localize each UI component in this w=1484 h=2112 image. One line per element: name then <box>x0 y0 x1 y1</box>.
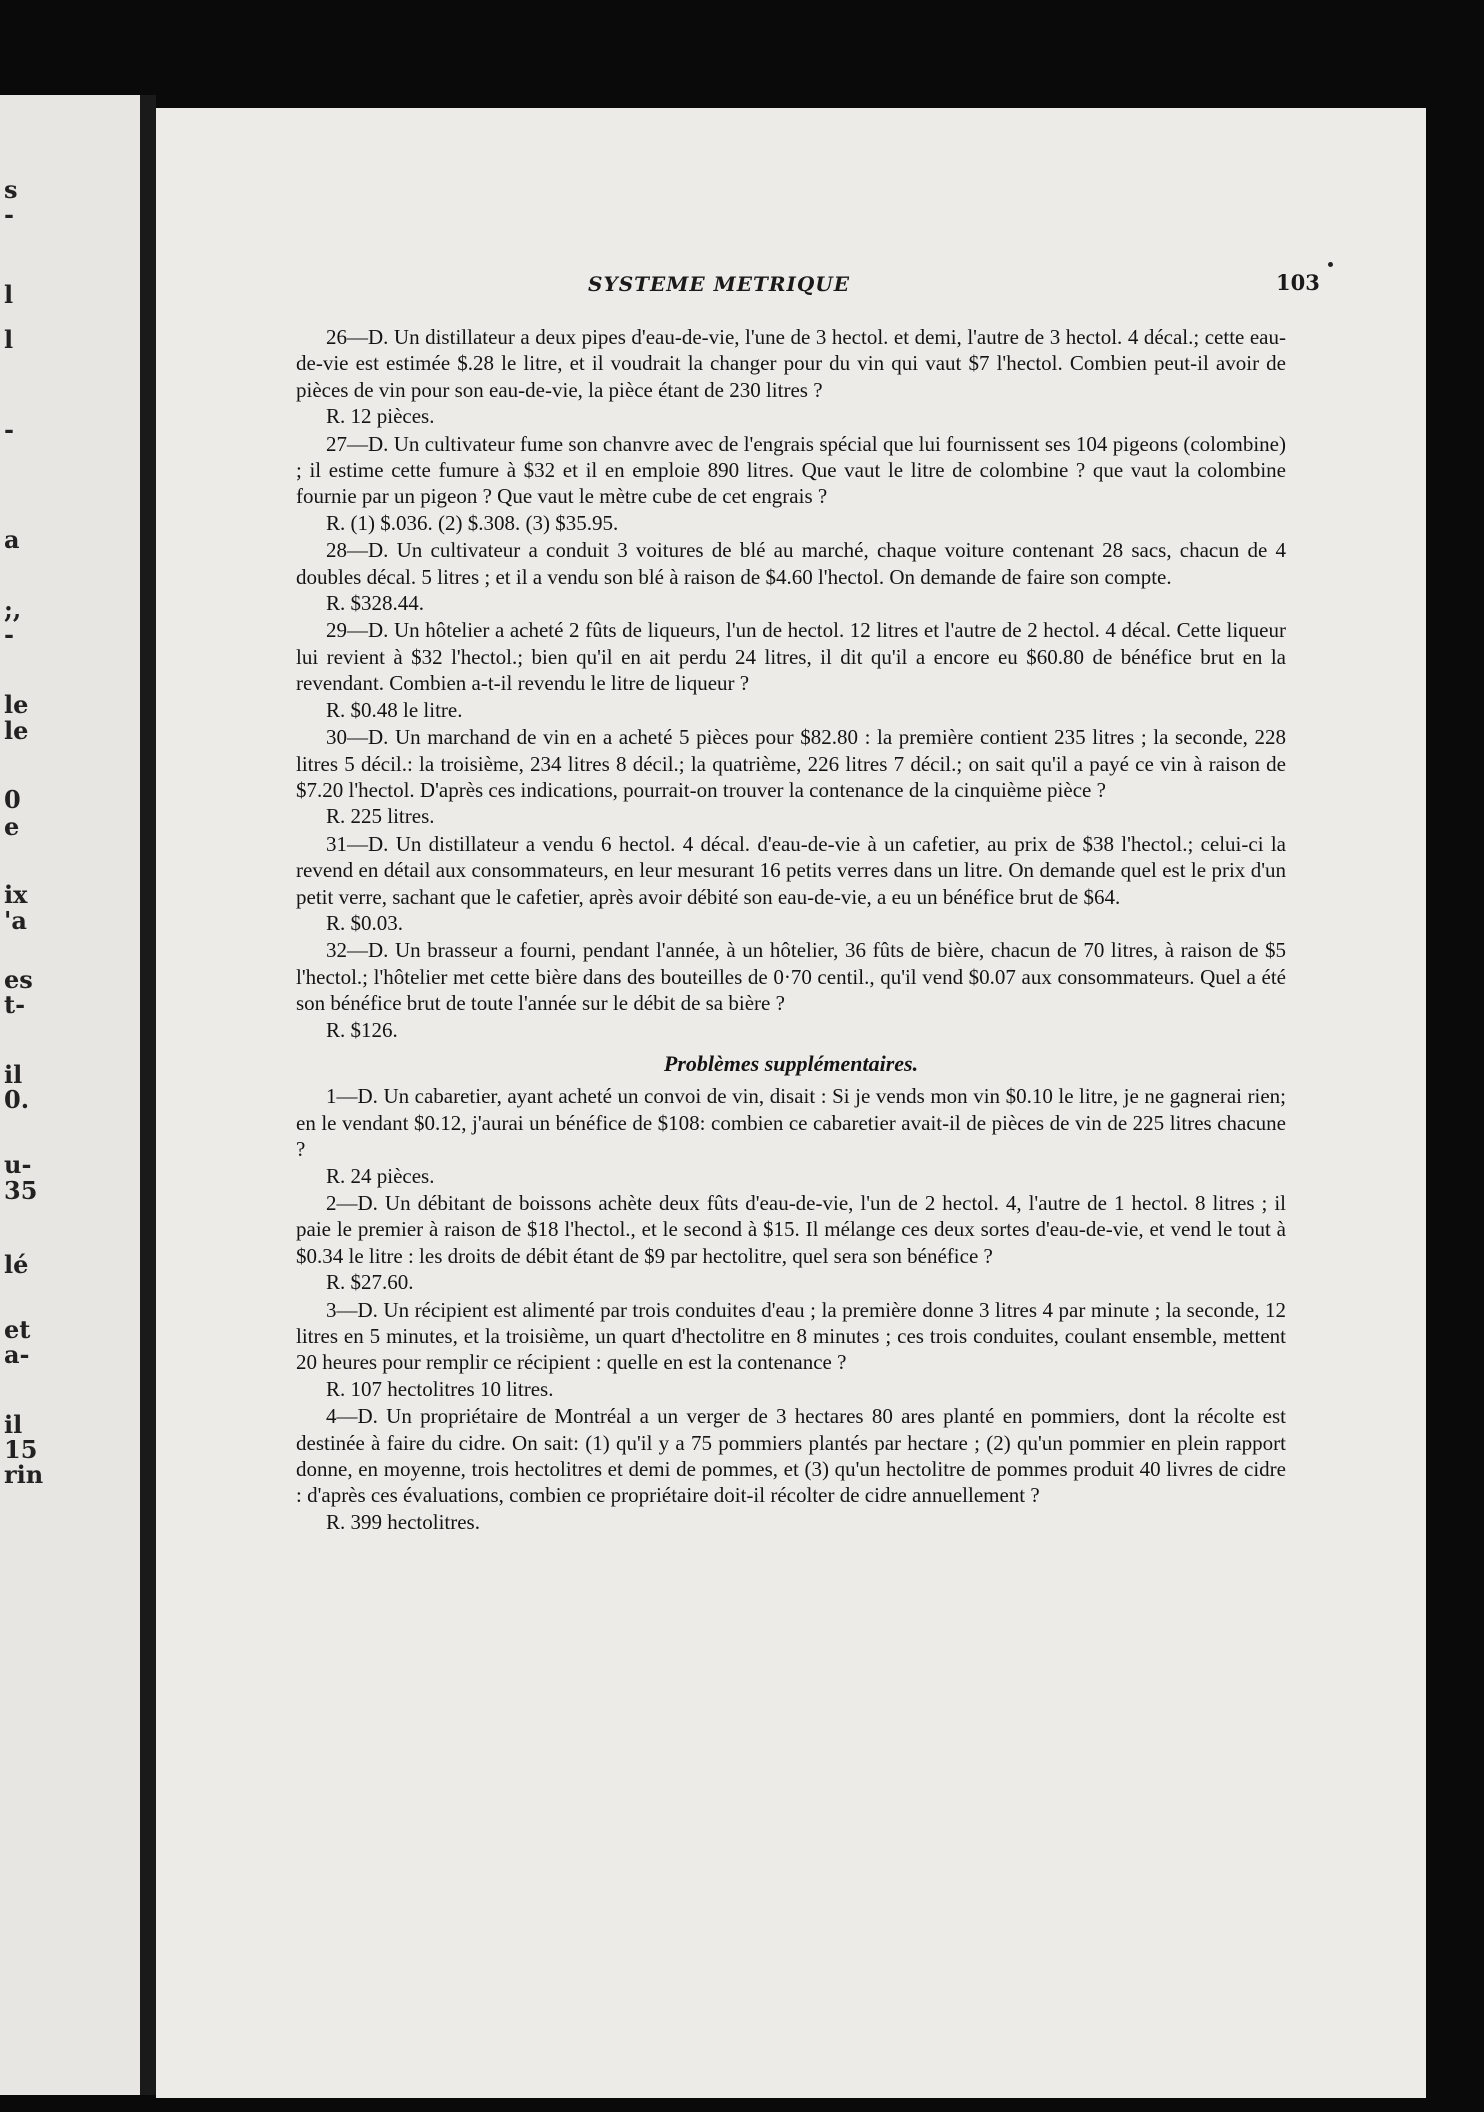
page-number: 103 <box>1276 270 1320 295</box>
margin-fragment: - <box>4 200 14 229</box>
answer: R. 225 litres. <box>326 804 435 829</box>
margin-fragment: rin <box>4 1460 44 1489</box>
problem: 2—D. Un débitant de boissons achète deux fûts d'eau-de-vie, l'un de 2 hectol. 4, l'autre de 1 hectol. 8 litres ; il paie le premier à raison de $18 l'hectol., et le second à $15. Il mélange ces deux sortes d'eau-de-vie, et vend le tout à $0.34 le litre : les droits de débit étant de $9 par hectolitre, quel sera son bénéfice ? <box>296 1191 1286 1268</box>
problem: 27—D. Un cultivateur fume son chanvre avec de l'engrais spécial que lui fournissent ses 104 pigeons (colombine) ; il estime cette fumure à $32 et il en emploie 890 litres. Que vaut le litre de colombine ? que vaut la colombine fournie par un pigeon ? Que vaut le mètre cube de cet engrais ? <box>296 431 1286 509</box>
problem: 30—D. Un marchand de vin en a acheté 5 pièces pour $82.80 : la première contient 235 litres ; la seconde, 228 litres 5 décil.: la troisième, 234 litres 8 décil.; la quatrième, 226 litres 7 décil.; on sait qu'il a payé ce vin à raison de $7.20 l'hectol. D'après ces indications, pourrait-on trouver la contenance de la cinquième pièce ? <box>296 725 1286 802</box>
margin-fragment: 'a <box>4 906 27 935</box>
book-spine <box>140 95 156 2095</box>
page-body <box>296 324 1286 1536</box>
margin-fragment: t- <box>4 990 26 1019</box>
margin-fragment: le <box>4 716 29 745</box>
left-facing-page <box>0 95 140 2095</box>
page-header <box>156 268 1426 308</box>
margin-fragment: e <box>4 812 20 841</box>
margin-fragment: - <box>4 620 14 649</box>
answer: R. 107 hectolitres 10 litres. <box>326 1376 554 1401</box>
answer: R. 12 pièces. <box>326 404 435 429</box>
answer: R. 24 pièces. <box>326 1163 435 1188</box>
answer: R. 399 hectolitres. <box>326 1509 480 1534</box>
margin-fragment: ;, <box>4 595 22 624</box>
margin-fragment: ix <box>4 880 28 909</box>
answer: R. $27.60. <box>326 1270 414 1295</box>
margin-fragment: 0 <box>4 785 21 814</box>
ink-speck <box>1328 262 1333 267</box>
problem: 32—D. Un brasseur a fourni, pendant l'année, à un hôtelier, 36 fûts de bière, chacun de 70 litres, à raison de $5 l'hectol.; l'hôtelier met cette bière dans des bouteilles de 0·70 centil., qu'il vend $0.07 aux consommateurs. Quel a été son bénéfice brut de toute l'année sur le débit de sa bière ? <box>296 938 1286 1016</box>
margin-fragment: il <box>4 1410 23 1439</box>
left-page-text-fragments <box>0 95 140 2095</box>
margin-fragment: 0. <box>4 1085 30 1114</box>
book-page <box>156 108 1426 2098</box>
answer: R. $126. <box>326 1017 398 1042</box>
margin-fragment: l <box>4 325 14 354</box>
margin-fragment: u- <box>4 1150 32 1179</box>
problem: 4—D. Un propriétaire de Montréal a un verger de 3 hectares 80 ares planté en pommiers, dont la récolte est destinée à faire du cidre. On sait: (1) qu'il y a 75 pommiers plantés par hectare ; (2) qu'un pommier en plein rapport donne, en moyenne, trois hectolitres et demi de pommes, et (3) qu'un hectolitre de pommes produit 40 livres de cidre : d'après ces évaluations, combien ce propriétaire doit-il récolter de cidre annuellement ? <box>296 1404 1286 1508</box>
answer: R. $328.44. <box>326 591 425 616</box>
margin-fragment: - <box>4 415 14 444</box>
margin-fragment: es <box>4 965 33 994</box>
margin-fragment: a <box>4 525 20 554</box>
margin-fragment: et <box>4 1315 31 1344</box>
answer: R. (1) $.036. (2) $.308. (3) $35.95. <box>326 510 619 535</box>
answer: R. $0.03. <box>326 910 404 935</box>
problem: 1—D. Un cabaretier, ayant acheté un convoi de vin, disait : Si je vends mon vin $0.10 le litre, je ne gagnerai rien; en le vendant $0.12, j'aurai un bénéfice de $108: combien ce cabaretier avait-il de pièces de vin de 225 litres chacune ? <box>296 1084 1286 1162</box>
problem: 3—D. Un récipient est alimenté par trois conduites d'eau ; la première donne 3 litres 4 par minute ; la seconde, 12 litres en 5 minutes, et la troisième, un quart d'hectolitre en 8 minutes ; ces trois conduites, coulant ensemble, mettent 20 heures pour remplir ce récipient : quelle en est la contenance ? <box>296 1297 1286 1375</box>
problem: 29—D. Un hôtelier a acheté 2 fûts de liqueurs, l'un de hectol. 12 litres et l'autre de 2 hectol. 4 décal. Cette liqueur lui revient à $32 l'hectol.; bien qu'il en ait perdu 24 litres, il dit qu'il a encore eu $60.80 de bénéfice brut en la revendant. Combien a-t-il revendu le litre de liqueur ? <box>296 618 1286 696</box>
answer: R. $0.48 le litre. <box>326 697 463 722</box>
problem: 28—D. Un cultivateur a conduit 3 voitures de blé au marché, chaque voiture contenant 28 sacs, chacun de 4 doubles décal. 5 litres ; et il a vendu son blé à raison de $4.60 l'hectol. On demande de faire son compte. <box>296 538 1286 589</box>
margin-fragment: le <box>4 690 29 719</box>
margin-fragment: s <box>4 175 18 204</box>
margin-fragment: 15 <box>4 1435 38 1464</box>
margin-fragment: l <box>4 280 14 309</box>
margin-fragment: il <box>4 1060 23 1089</box>
section-heading: Problèmes supplémentaires. <box>663 1050 919 1076</box>
problem: 31—D. Un distillateur a vendu 6 hectol. 4 décal. d'eau-de-vie à un cafetier, au prix de $38 l'hectol.; celui-ci la revend en détail aux consommateurs, en leur mesurant 16 petits verres dans un litre. On demande quel est le prix d'un petit verre, sachant que le cafetier, après avoir débité son eau-de-vie, a eu un bénéfice brut de $64. <box>296 831 1286 909</box>
margin-fragment: a- <box>4 1340 30 1369</box>
margin-fragment: lé <box>4 1250 29 1279</box>
running-title: SYSTEME METRIQUE <box>588 272 850 296</box>
margin-fragment: 35 <box>4 1176 38 1205</box>
problem: 26—D. Un distillateur a deux pipes d'eau-de-vie, l'une de 3 hectol. et demi, l'autre de 3 hectol. 4 décal.; cette eau-de-vie est estimée $.28 le litre, et il voudrait la changer pour du vin qui vaut $7 l'hectol. Combien peut-il avoir de pièces de vin pour son eau-de-vie, la pièce étant de 230 litres ? <box>296 325 1286 402</box>
